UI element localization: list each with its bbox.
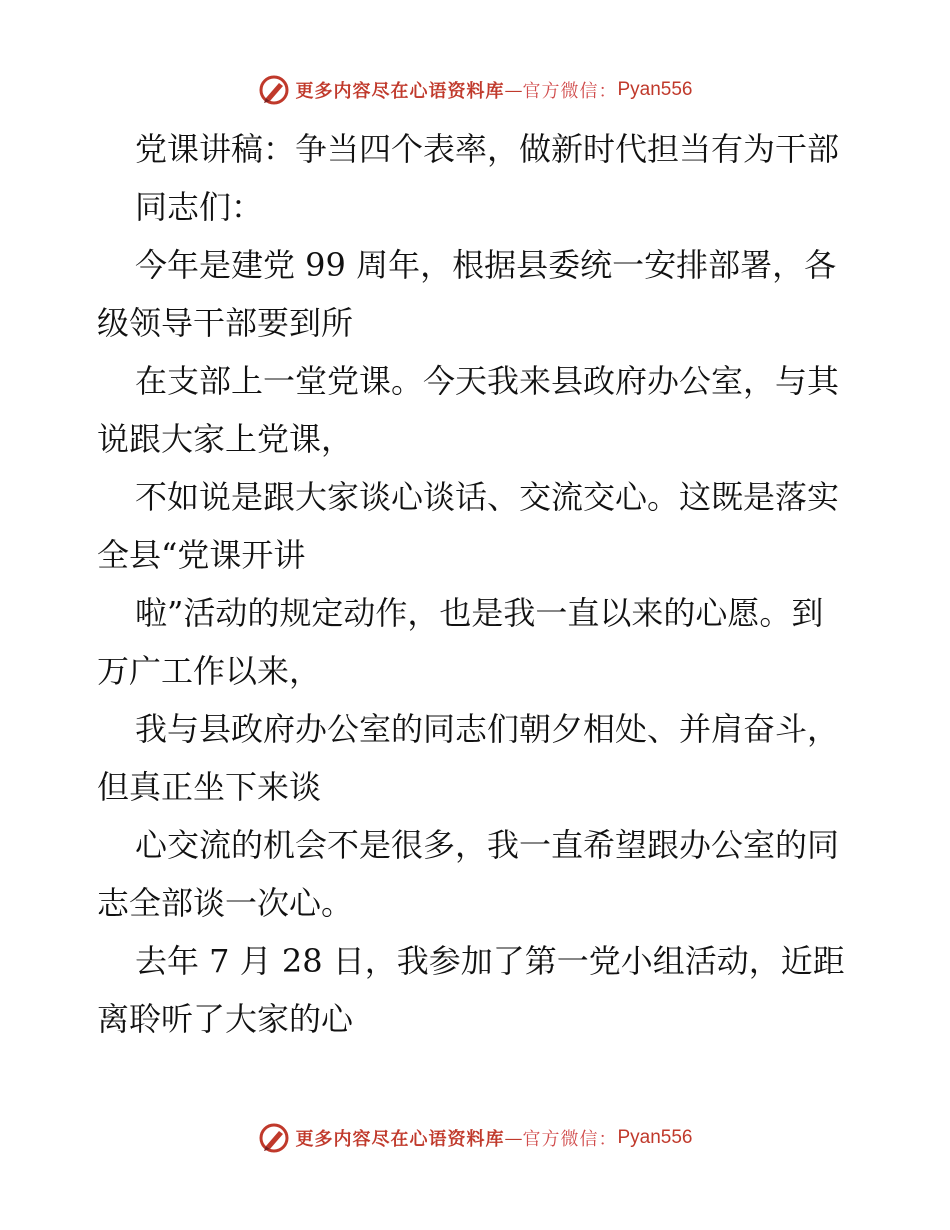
pen-logo-icon [257,1121,291,1155]
header-wechat-label: 官方微信： [522,81,618,102]
header-watermark [0,70,950,110]
document-body [97,120,853,1048]
pen-logo-icon [257,73,291,107]
body-paragraph: 我与县政府办公室的同志们朝夕相处、并肩奋斗，但真正坐下来谈 [97,710,840,806]
body-paragraph: 今年是建党 99 周年，根据县委统一安排部署，各级领导干部要到所 [97,246,837,342]
body-paragraph: 不如说是跟大家谈心谈话、交流交心。这既是落实全县“党课开讲 [97,478,840,574]
body-paragraph: 心交流的机会不是很多，我一直希望跟办公室的同志全部谈一次心。 [97,826,840,922]
header-separator: — [504,79,523,101]
header-brand: 更多内容尽在心语资料库 [295,81,505,102]
body-paragraph: 去年 7 月 28 日，我参加了第一党小组活动，近距离聆听了大家的心 [97,942,845,1038]
footer-brand: 更多内容尽在心语资料库 [295,1129,505,1150]
footer-separator: — [504,1127,523,1149]
header-wechat-id: Pyan556 [617,79,693,100]
body-paragraph: 啦”活动的规定动作，也是我一直以来的心愿。到万广工作以来， [97,594,824,690]
footer-watermark [0,1118,950,1158]
document-title: 党课讲稿：争当四个表率，做新时代担当有为干部 [135,130,840,168]
salutation: 同志们： [135,188,264,226]
body-paragraph: 在支部上一堂党课。今天我来县政府办公室，与其说跟大家上党课， [97,362,840,458]
footer-wechat-id: Pyan556 [617,1127,693,1148]
footer-wechat-label: 官方微信： [522,1129,618,1150]
